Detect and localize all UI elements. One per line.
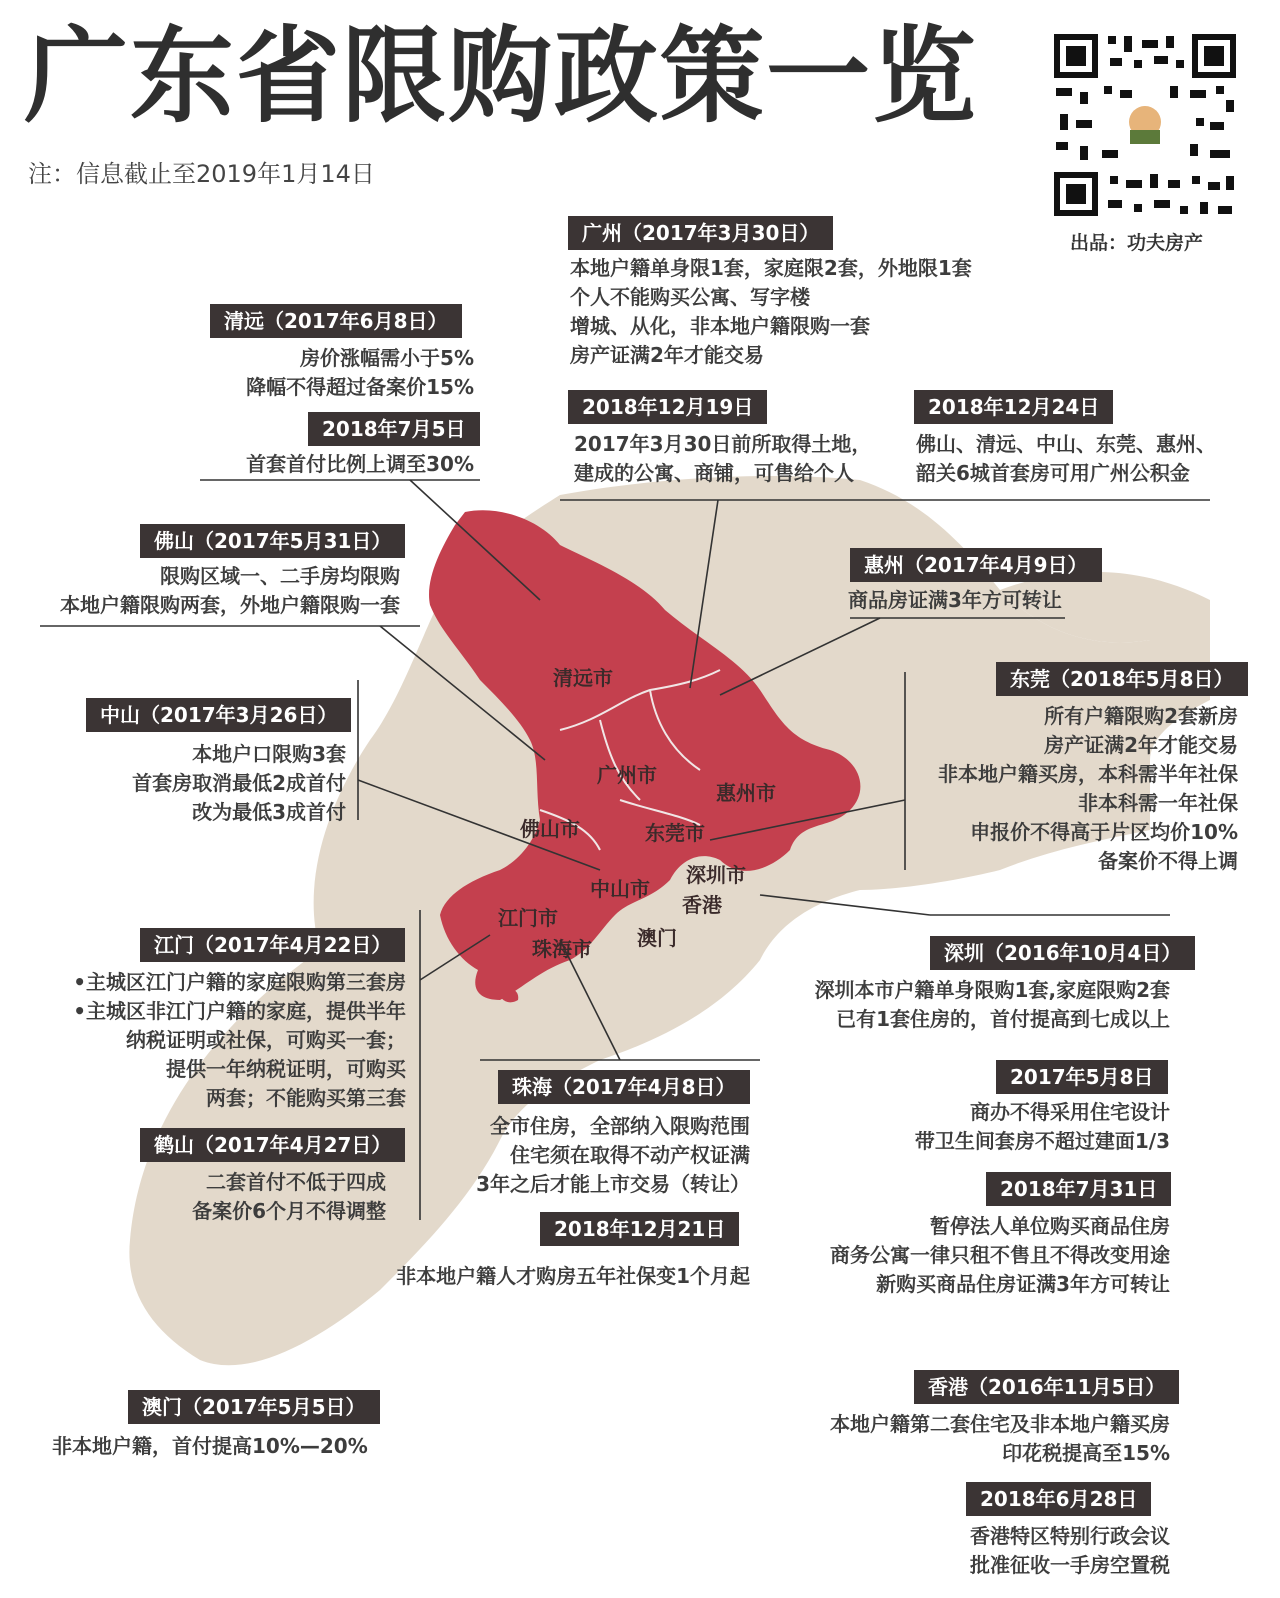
policy-line: 商务公寓一律只租不售且不得改变用途 — [830, 1243, 1170, 1267]
zh-20181221-policy — [340, 1262, 750, 1291]
map-label-dongguan: 东莞市 — [645, 821, 705, 845]
policy-line: 改为最低3成首付 — [192, 800, 346, 824]
policy-line: 本地户口限购3套 — [192, 742, 346, 766]
policy-line: 限购区域一、二手房均限购 — [160, 564, 400, 588]
policy-line: 已有1套住房的，首付提高到七成以上 — [836, 1007, 1170, 1031]
policy-line: 住宅须在取得不动产权证满 — [510, 1143, 750, 1167]
map-label-qingyuan: 清远市 — [553, 666, 613, 690]
gz-20181219-policy — [574, 430, 871, 488]
qy-20180705-policy — [140, 450, 474, 479]
gz-20181219-header: 2018年12月19日 — [568, 390, 767, 424]
map-label-zhuhai: 珠海市 — [532, 937, 592, 961]
zh-20181221-header: 2018年12月21日 — [540, 1212, 739, 1246]
qingyuan-header: 清远（2017年6月8日） — [210, 304, 462, 338]
policy-line: 新购买商品住房证满3年方可转让 — [876, 1272, 1170, 1296]
policy-line: 批准征收一手房空置税 — [970, 1553, 1170, 1577]
policy-line: 本地户籍第二套住宅及非本地户籍买房 — [830, 1412, 1170, 1436]
policy-line: 二套首付不低于四成 — [206, 1170, 386, 1194]
hongkong-header: 香港（2016年11月5日） — [914, 1370, 1179, 1404]
sz-20180731-policy — [760, 1212, 1170, 1299]
heshan-policy — [100, 1168, 386, 1226]
qy-20180705-header: 2018年7月5日 — [308, 412, 480, 446]
policy-line: 非本科需一年社保 — [1078, 791, 1238, 815]
policy-line: 申报价不得高于片区均价10% — [970, 820, 1238, 844]
hk-20180628-header: 2018年6月28日 — [966, 1482, 1151, 1516]
dongguan-policy — [900, 702, 1238, 876]
map-label-guangzhou: 广州市 — [597, 763, 657, 787]
gz-20181224-header: 2018年12月24日 — [914, 390, 1113, 424]
policy-line: 增城、从化，非本地户籍限购一套 — [570, 314, 870, 338]
zhuhai-policy — [420, 1112, 750, 1199]
zhongshan-policy — [40, 740, 346, 827]
hk-20180628-policy — [860, 1522, 1170, 1580]
policy-line: 首套首付比例上调至30% — [246, 452, 474, 476]
policy-line: 备案价6个月不得调整 — [192, 1199, 386, 1223]
policy-line: 全市住房，全部纳入限购范围 — [490, 1114, 750, 1138]
map-label-jiangmen: 江门市 — [498, 906, 558, 930]
huizhou-header: 惠州（2017年4月9日） — [850, 548, 1102, 582]
producer-credit: 出品：功夫房产 — [1070, 232, 1204, 254]
huizhou-policy — [848, 586, 1062, 615]
policy-line: 带卫生间套房不超过建面1/3 — [914, 1129, 1170, 1153]
foshan-header: 佛山（2017年5月31日） — [140, 524, 405, 558]
policy-line: 非本地户籍，首付提高10%—20% — [52, 1434, 368, 1458]
shenzhen-policy — [760, 976, 1170, 1034]
policy-line: 佛山、清远、中山、东莞、惠州、 — [916, 432, 1216, 456]
hongkong-policy — [760, 1410, 1170, 1468]
jiangmen-policy — [20, 968, 406, 1113]
sz-20170508-header: 2017年5月8日 — [996, 1060, 1168, 1094]
policy-line: 个人不能购买公寓、写字楼 — [570, 285, 810, 309]
zhuhai-header: 珠海（2017年4月8日） — [498, 1070, 750, 1104]
policy-line: 降幅不得超过备案价15% — [246, 375, 474, 399]
map-label-shenzhen: 深圳市 — [686, 863, 746, 887]
map-label-macau: 澳门 — [637, 926, 677, 950]
shenzhen-header: 深圳（2016年10月4日） — [930, 936, 1195, 970]
page-title: 广东省限购政策一览 — [24, 15, 979, 137]
policy-line: 2017年3月30日前所取得土地， — [574, 432, 872, 456]
foshan-policy — [20, 562, 400, 620]
heshan-header: 鹤山（2017年4月27日） — [140, 1128, 405, 1162]
macau-policy — [52, 1432, 368, 1461]
qingyuan-policy — [140, 344, 474, 402]
policy-line: •主城区江门户籍的家庭限购第三套房 — [73, 970, 406, 994]
policy-line: 所有户籍限购2套新房 — [1044, 704, 1238, 728]
policy-line: 香港特区特别行政会议 — [970, 1524, 1170, 1548]
map-label-hongkong: 香港 — [682, 893, 722, 917]
policy-line: 印花税提高至15% — [1002, 1441, 1170, 1465]
policy-line: 备案价不得上调 — [1098, 849, 1238, 873]
zhongshan-header: 中山（2017年3月26日） — [86, 698, 351, 732]
policy-line: 提供一年纳税证明，可购买 — [166, 1057, 406, 1081]
policy-line: 韶关6城首套房可用广州公积金 — [916, 461, 1190, 485]
policy-line: 本地户籍限购两套，外地户籍限购一套 — [60, 593, 400, 617]
policy-line: 纳税证明或社保，可购买一套； — [126, 1028, 406, 1052]
policy-line: 商办不得采用住宅设计 — [970, 1100, 1170, 1124]
policy-line: 非本地户籍人才购房五年社保变1个月起 — [396, 1264, 750, 1288]
sz-20180731-header: 2018年7月31日 — [986, 1172, 1171, 1206]
jiangmen-header: 江门（2017年4月22日） — [140, 928, 405, 962]
policy-line: 房价涨幅需小于5% — [300, 346, 474, 370]
policy-line: 两套；不能购买第三套 — [206, 1086, 406, 1110]
policy-line: 3年之后才能上市交易（转让） — [476, 1172, 750, 1196]
policy-line: 深圳本市户籍单身限购1套,家庭限购2套 — [814, 978, 1170, 1002]
date-note: 注：信息截止至2019年1月14日 — [28, 160, 375, 188]
policy-line: •主城区非江门户籍的家庭，提供半年 — [73, 999, 406, 1023]
policy-line: 首套房取消最低2成首付 — [132, 771, 346, 795]
gz-20181224-policy — [916, 430, 1216, 488]
policy-line: 暂停法人单位购买商品住房 — [930, 1214, 1170, 1238]
map-label-foshan: 佛山市 — [520, 817, 580, 841]
policy-line: 非本地户籍买房，本科需半年社保 — [938, 762, 1238, 786]
policy-line: 房产证满2年才能交易 — [1044, 733, 1238, 757]
policy-line: 商品房证满3年方可转让 — [848, 588, 1062, 612]
guangzhou-header: 广州（2017年3月30日） — [568, 216, 833, 250]
sz-20170508-policy — [820, 1098, 1170, 1156]
policy-line: 建成的公寓、商铺，可售给个人 — [574, 461, 854, 485]
policy-line: 房产证满2年才能交易 — [570, 343, 764, 367]
qr-code-icon — [1050, 30, 1240, 220]
macau-header: 澳门（2017年5月5日） — [128, 1390, 380, 1424]
guangzhou-policy — [570, 254, 972, 370]
map-label-zhongshan: 中山市 — [590, 877, 650, 901]
map-label-huizhou: 惠州市 — [716, 781, 776, 805]
policy-line: 本地户籍单身限1套，家庭限2套，外地限1套 — [570, 256, 972, 280]
dongguan-header: 东莞（2018年5月8日） — [996, 662, 1248, 696]
